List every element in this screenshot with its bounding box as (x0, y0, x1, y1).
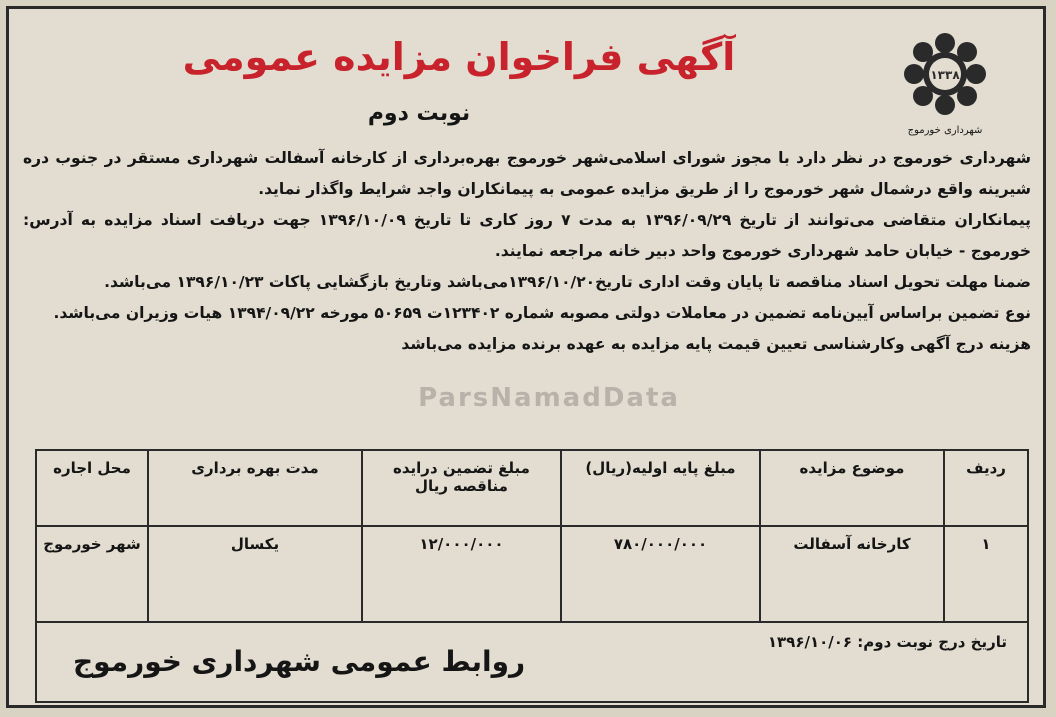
logo-caption: شهرداری خورموج (907, 125, 983, 136)
issue-date: تاریخ درج نوبت دوم: ۱۳۹۶/۱۰/۰۶ (767, 633, 1007, 651)
paragraph-intro: شهرداری خورموج در نظر دارد با مجوز شورای اسلامی‌شهر خورموج بهره‌برداری از کارخانه آسفالت شهرداری مستقر در جنوب دره شیرینه واقع درشمال شهر خورموج را از طریق مزایده عمومی به پیمانکاران واجد شرایط واگذار نماید. (23, 149, 1031, 198)
cell-location: شهر خورموج (36, 526, 148, 622)
opening-date: ۱۳۹۶/۱۰/۲۳ (176, 273, 264, 291)
paragraph-deadline: ضمنا مهلت تحویل اسناد مناقصه تا پایان وقت اداری تاریخ۱۳۹۶/۱۰/۲۰می‌باشد وتاریخ بازگشایی پاکات ۱۳۹۶/۱۰/۲۳ می‌باشد. (104, 273, 1031, 291)
auction-table (35, 449, 1029, 623)
emblem-icon (900, 29, 990, 119)
paragraph-cost: هزینه درج آگهی وکارشناسی تعیین قیمت پایه مزایده به عهده برنده مزایده می‌باشد (401, 335, 1031, 353)
cell-duration: یکسال (148, 526, 362, 622)
cell-subject: کارخانه آسفالت (760, 526, 944, 622)
col-subject: موضوع مزایده (760, 450, 944, 526)
notice-body (23, 143, 1031, 360)
notice-sheet (6, 6, 1046, 708)
municipality-logo (895, 29, 995, 139)
end-date: تاریخ ۱۳۹۶/۱۰/۰۹ (318, 211, 452, 229)
watermark: ParsNamadData (418, 383, 680, 413)
table-row (36, 526, 1028, 622)
logo-number: ۱۳۳۸ (930, 68, 960, 82)
cell-guarantee: ۱۲/۰۰۰/۰۰۰ (362, 526, 561, 622)
deadline-date: تاریخ۱۳۹۶/۱۰/۲۰ (508, 273, 633, 291)
cell-row-number: ۱ (944, 526, 1028, 622)
notice-subtitle: نوبت دوم (367, 101, 471, 126)
public-relations-signature: روابط عمومی شهرداری خورموج (73, 645, 526, 678)
col-base-price: مبلغ پایه اولیه(ریال) (561, 450, 760, 526)
notice-title: آگهی فراخوان مزایده عمومی (182, 35, 736, 79)
table-header-row (36, 450, 1028, 526)
notice-footer (35, 623, 1029, 703)
col-location: محل اجاره (36, 450, 148, 526)
paragraph-documents: پیمانکاران متقاضی می‌توانند از تاریخ ۱۳۹۶/۰۹/۲۹ به مدت ۷ روز کاری تا تاریخ ۱۳۹۶/۱۰/۰۹ جهت دریافت اسناد مزایده به آدرس: خورموج - خیابان حامد شهرداری خورموج واحد دبیر خانه مراجعه نمایند. (23, 211, 1031, 260)
col-duration: مدت بهره برداری (148, 450, 362, 526)
start-date: تاریخ ۱۳۹۶/۰۹/۲۹ (644, 211, 777, 229)
cell-base-price: ۷۸۰/۰۰۰/۰۰۰ (561, 526, 760, 622)
col-row-number: ردیف (944, 450, 1028, 526)
paragraph-guarantee: نوع تضمین براساس آیین‌نامه تضمین در معاملات دولتی مصوبه شماره ۱۲۳۴۰۲ت ۵۰۶۵۹ مورخه ۱۳۹۴/۰۹/۲۲ هیات وزیران می‌باشد. (53, 304, 1031, 322)
col-guarantee: مبلغ تضمین درایده مناقصه ریال (362, 450, 561, 526)
